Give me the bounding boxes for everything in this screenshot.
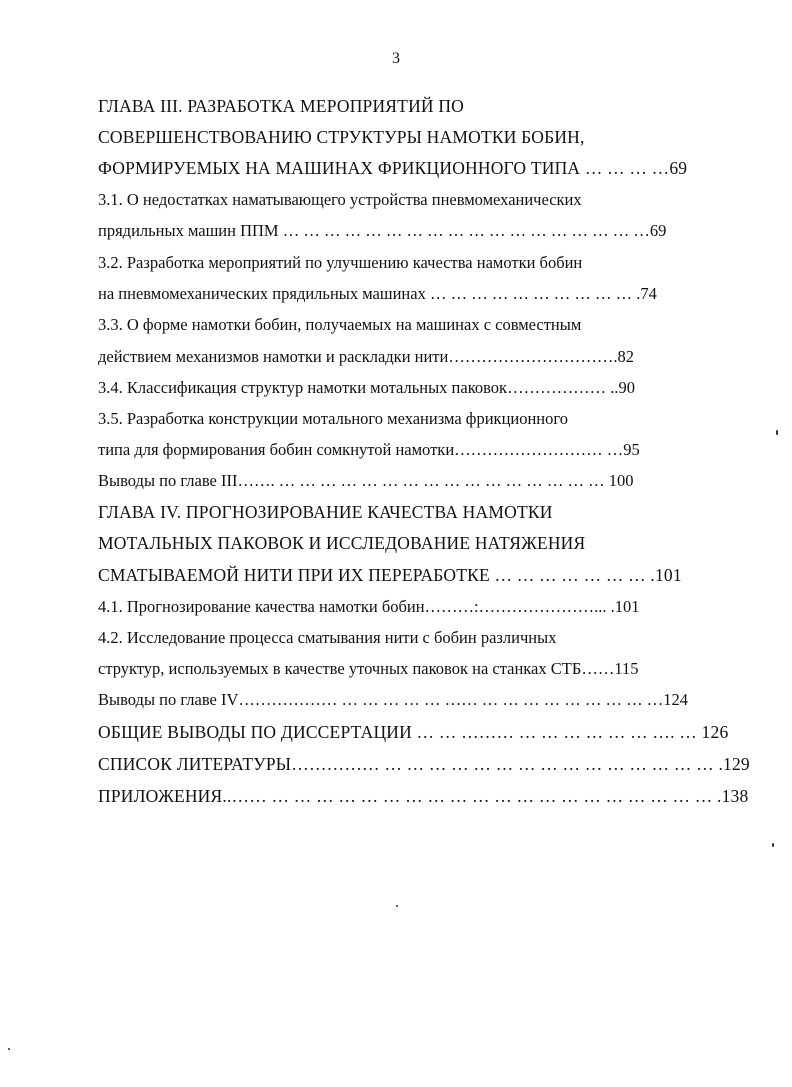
toc-section-3-3-line-2: действием механизмов намотки и раскладки нити………………………….82 bbox=[98, 347, 634, 366]
toc-section-3-4: 3.4. Классификация структур намотки мотальных паковок……………… ..90 bbox=[98, 378, 635, 397]
toc-section-4-2-line-2: структур, используемых в качестве уточных паковок на станках СТБ……115 bbox=[98, 659, 639, 678]
toc-chapter-4-title-line-3: СМАТЫВАЕМОЙ НИТИ ПРИ ИХ ПЕРЕРАБОТКЕ … … … … … … … .101 bbox=[98, 565, 682, 585]
toc-section-3-1-line-2: прядильных машин ППМ … … … … … … … … … … … … … … … … … …69 bbox=[98, 221, 667, 240]
toc-chapter-4-title-line-2: МОТАЛЬНЫХ ПАКОВОК И ИССЛЕДОВАНИЕ НАТЯЖЕНИЯ bbox=[98, 533, 586, 553]
scan-speck bbox=[776, 430, 778, 435]
scan-speck bbox=[772, 843, 774, 847]
toc-conclusions-chapter-3: Выводы по главе III……. … … … … … … … … … … … … … … … … 100 bbox=[98, 471, 634, 490]
toc-section-4-2-line-1: 4.2. Исследование процесса сматывания нити с бобин различных bbox=[98, 628, 557, 647]
page-number: 3 bbox=[392, 50, 400, 67]
toc-references: СПИСОК ЛИТЕРАТУРЫ…………… … … … … … … … … … … … … … … … .129 bbox=[98, 754, 750, 774]
toc-conclusions-chapter-4: Выводы по главе IV……………… … … … … … …… … … … … … … … … …124 bbox=[98, 690, 689, 709]
toc-chapter-4-title-line-1: ГЛАВА IV. ПРОГНОЗИРОВАНИЕ КАЧЕСТВА НАМОТКИ bbox=[98, 502, 553, 522]
toc-section-3-1-line-1: 3.1. О недостатках наматывающего устройства пневмомеханических bbox=[98, 190, 582, 209]
toc-section-3-2-line-1: 3.2. Разработка мероприятий по улучшению качества намотки бобин bbox=[98, 253, 583, 272]
scan-speck bbox=[396, 905, 398, 907]
toc-chapter-3-title-line-2: СОВЕРШЕНСТВОВАНИЮ СТРУКТУРЫ НАМОТКИ БОБИН, bbox=[98, 127, 585, 147]
toc-section-4-1: 4.1. Прогнозирование качества намотки бобин………:…………………... .101 bbox=[98, 597, 640, 616]
toc-section-3-3-line-1: 3.3. О форме намотки бобин, получаемых на машинах с совместным bbox=[98, 315, 582, 334]
toc-section-3-5-line-1: 3.5. Разработка конструкции мотального механизма фрикционного bbox=[98, 409, 568, 428]
toc-general-conclusions: ОБЩИЕ ВЫВОДЫ ПО ДИССЕРТАЦИИ … … ……… … … … … … … …. … 126 bbox=[98, 722, 729, 742]
toc-section-3-2-line-2: на пневмомеханических прядильных машинах … … … … … … … … … … .74 bbox=[98, 284, 657, 303]
toc-section-3-5-line-2: типа для формирования бобин сомкнутой намотки……………………… …95 bbox=[98, 440, 640, 459]
toc-chapter-3-title-line-1: ГЛАВА III. РАЗРАБОТКА МЕРОПРИЯТИЙ ПО bbox=[98, 96, 464, 116]
toc-chapter-3-title-line-3: ФОРМИРУЕМЫХ НА МАШИНАХ ФРИКЦИОННОГО ТИПА … … … …69 bbox=[98, 158, 688, 178]
toc-appendices: ПРИЛОЖЕНИЯ..…… … … … … … … … … … … … … … … … … … … … … .138 bbox=[98, 786, 749, 806]
scan-speck bbox=[8, 1048, 10, 1050]
